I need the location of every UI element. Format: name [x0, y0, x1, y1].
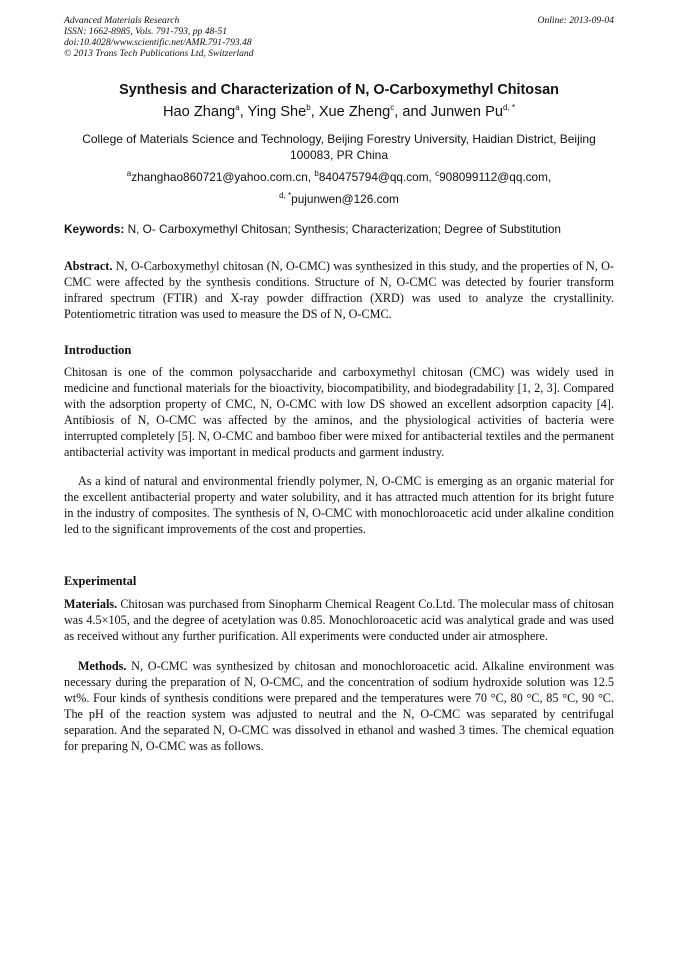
keywords	[64, 222, 624, 236]
materials-paragraph	[64, 596, 614, 644]
email-link: pujunwen@126.com	[291, 192, 399, 206]
email-mark: b	[314, 169, 319, 179]
doi-line: doi:10.4028/www.scientific.net/AMR.791-793.48	[64, 37, 252, 48]
email-mark: a	[126, 169, 132, 179]
email-mark: c	[435, 169, 440, 179]
author-name: Hao Zhang	[163, 104, 236, 120]
paper-title: Synthesis and Characterization of N, O-Carboxymethyl Chitosan	[119, 82, 559, 98]
author-separator: , and	[394, 104, 431, 120]
email-mark: d, *	[279, 191, 292, 201]
issn-line: ISSN: 1662-8985, Vols. 791-793, pp 48-51	[64, 26, 228, 37]
copyright-line: © 2013 Trans Tech Publications Ltd, Switzerland	[64, 48, 254, 59]
materials-label: Materials.	[64, 597, 118, 611]
methods-paragraph	[64, 658, 614, 755]
abstract-label: Abstract.	[64, 259, 113, 273]
abstract	[64, 258, 614, 322]
author-separator: ,	[239, 104, 248, 120]
introduction-paragraph-1: Chitosan is one of the common polysaccharide and carboxymethyl chitosan (CMC) was widely used in medicine and functional materials for the bioactivity, biocompatibility, and biodegradability [1, 2, 3]. Compared with the adsorption property of CMC, N, O-CMC with low DS showed an excellent adsorption capacity [4]. Antibiosis of N, O-CMC was affected by the aminos, and the physiological activities of bacteria were interrupted completely [5]. N, O-CMC and bamboo fiber were mixed for antibacterial textiles and the permanent antibacterial activity was important in medical products and garment industry.	[64, 365, 614, 460]
author-mark: b	[306, 103, 311, 113]
methods-label: Methods.	[78, 659, 127, 673]
email-link: 840475794@qq.com,	[318, 170, 436, 184]
author-mark: c	[390, 103, 395, 113]
author-separator: ,	[310, 104, 319, 120]
experimental-heading: Experimental	[64, 574, 137, 588]
materials-text: Chitosan was purchased from Sinopharm Chemical Reagent Co.Ltd. The molecular mass of chitosan was 4.5×105, and the degree of acetylation was 0.85. Monochloroacetic acid was analytical grade and was used as received without any further purification. All experiments were conducted under air atmosphere.	[64, 597, 614, 644]
abstract-text: N, O-Carboxymethyl chitosan (N, O-CMC) was synthesized in this study, and the properties of N, O-CMC were affected by the synthesis conditions. Structure of N, O-CMC was detected by fourier transform infrared spectrum (FTIR) and X-ray powder diffraction (XRD) was used to analyze the crystallinity. Potentiometric titration was used to measure the DS of N, O-CMC.	[64, 259, 614, 322]
journal-name: Advanced Materials Research	[64, 15, 180, 26]
email-link: 908099112@qq.com,	[439, 170, 552, 184]
author-name: Xue Zheng	[318, 104, 391, 120]
author-list	[0, 104, 678, 120]
author-mark: d, *	[502, 103, 515, 113]
email-line	[64, 166, 614, 188]
keywords-label: Keywords:	[64, 222, 125, 236]
introduction-paragraph-2: As a kind of natural and environmental friendly polymer, N, O-CMC is emerging as an organic material for the excellent antibacterial property and water solubility, and it has attracted much attention for its bright future in the industry of composites. The synthesis of N, O-CMC with monochloroacetic acid under alkaline condition led to the significant improvements of the cost and properties.	[64, 474, 614, 537]
affiliation: College of Materials Science and Technology, Beijing Forestry University, Haidian District, Beijing 100083, PR China	[82, 132, 596, 162]
email-line	[64, 188, 614, 210]
author-name: Junwen Pu	[430, 104, 503, 120]
online-date: Online: 2013-09-04	[537, 15, 614, 26]
email-link: zhanghao860721@yahoo.com.cn,	[131, 170, 315, 184]
running-header	[64, 15, 254, 59]
introduction-heading: Introduction	[64, 343, 132, 357]
author-mark: a	[235, 103, 240, 113]
email-list	[64, 166, 614, 210]
methods-text: N, O-CMC was synthesized by chitosan and monochloroacetic acid. Alkaline environment was necessary during the preparation of N, O-CMC, and the concentration of sodium hydroxide solution was 12.5 wt%. Four kinds of synthesis conditions were prepared and the temperatures were 70 °C, 80 °C, 85 °C, 90 °C. The pH of the reaction system was adjusted to neutral and the N, O-CMC was separated by centrifugal separation. And the separated N, O-CMC was dissolved in ethanol and washed 3 times. The chemical equation for preparing N, O-CMC was as follows.	[64, 659, 614, 754]
author-name: Ying She	[247, 104, 307, 120]
keywords-text: N, O- Carboxymethyl Chitosan; Synthesis; Characterization; Degree of Substitution	[124, 222, 561, 236]
